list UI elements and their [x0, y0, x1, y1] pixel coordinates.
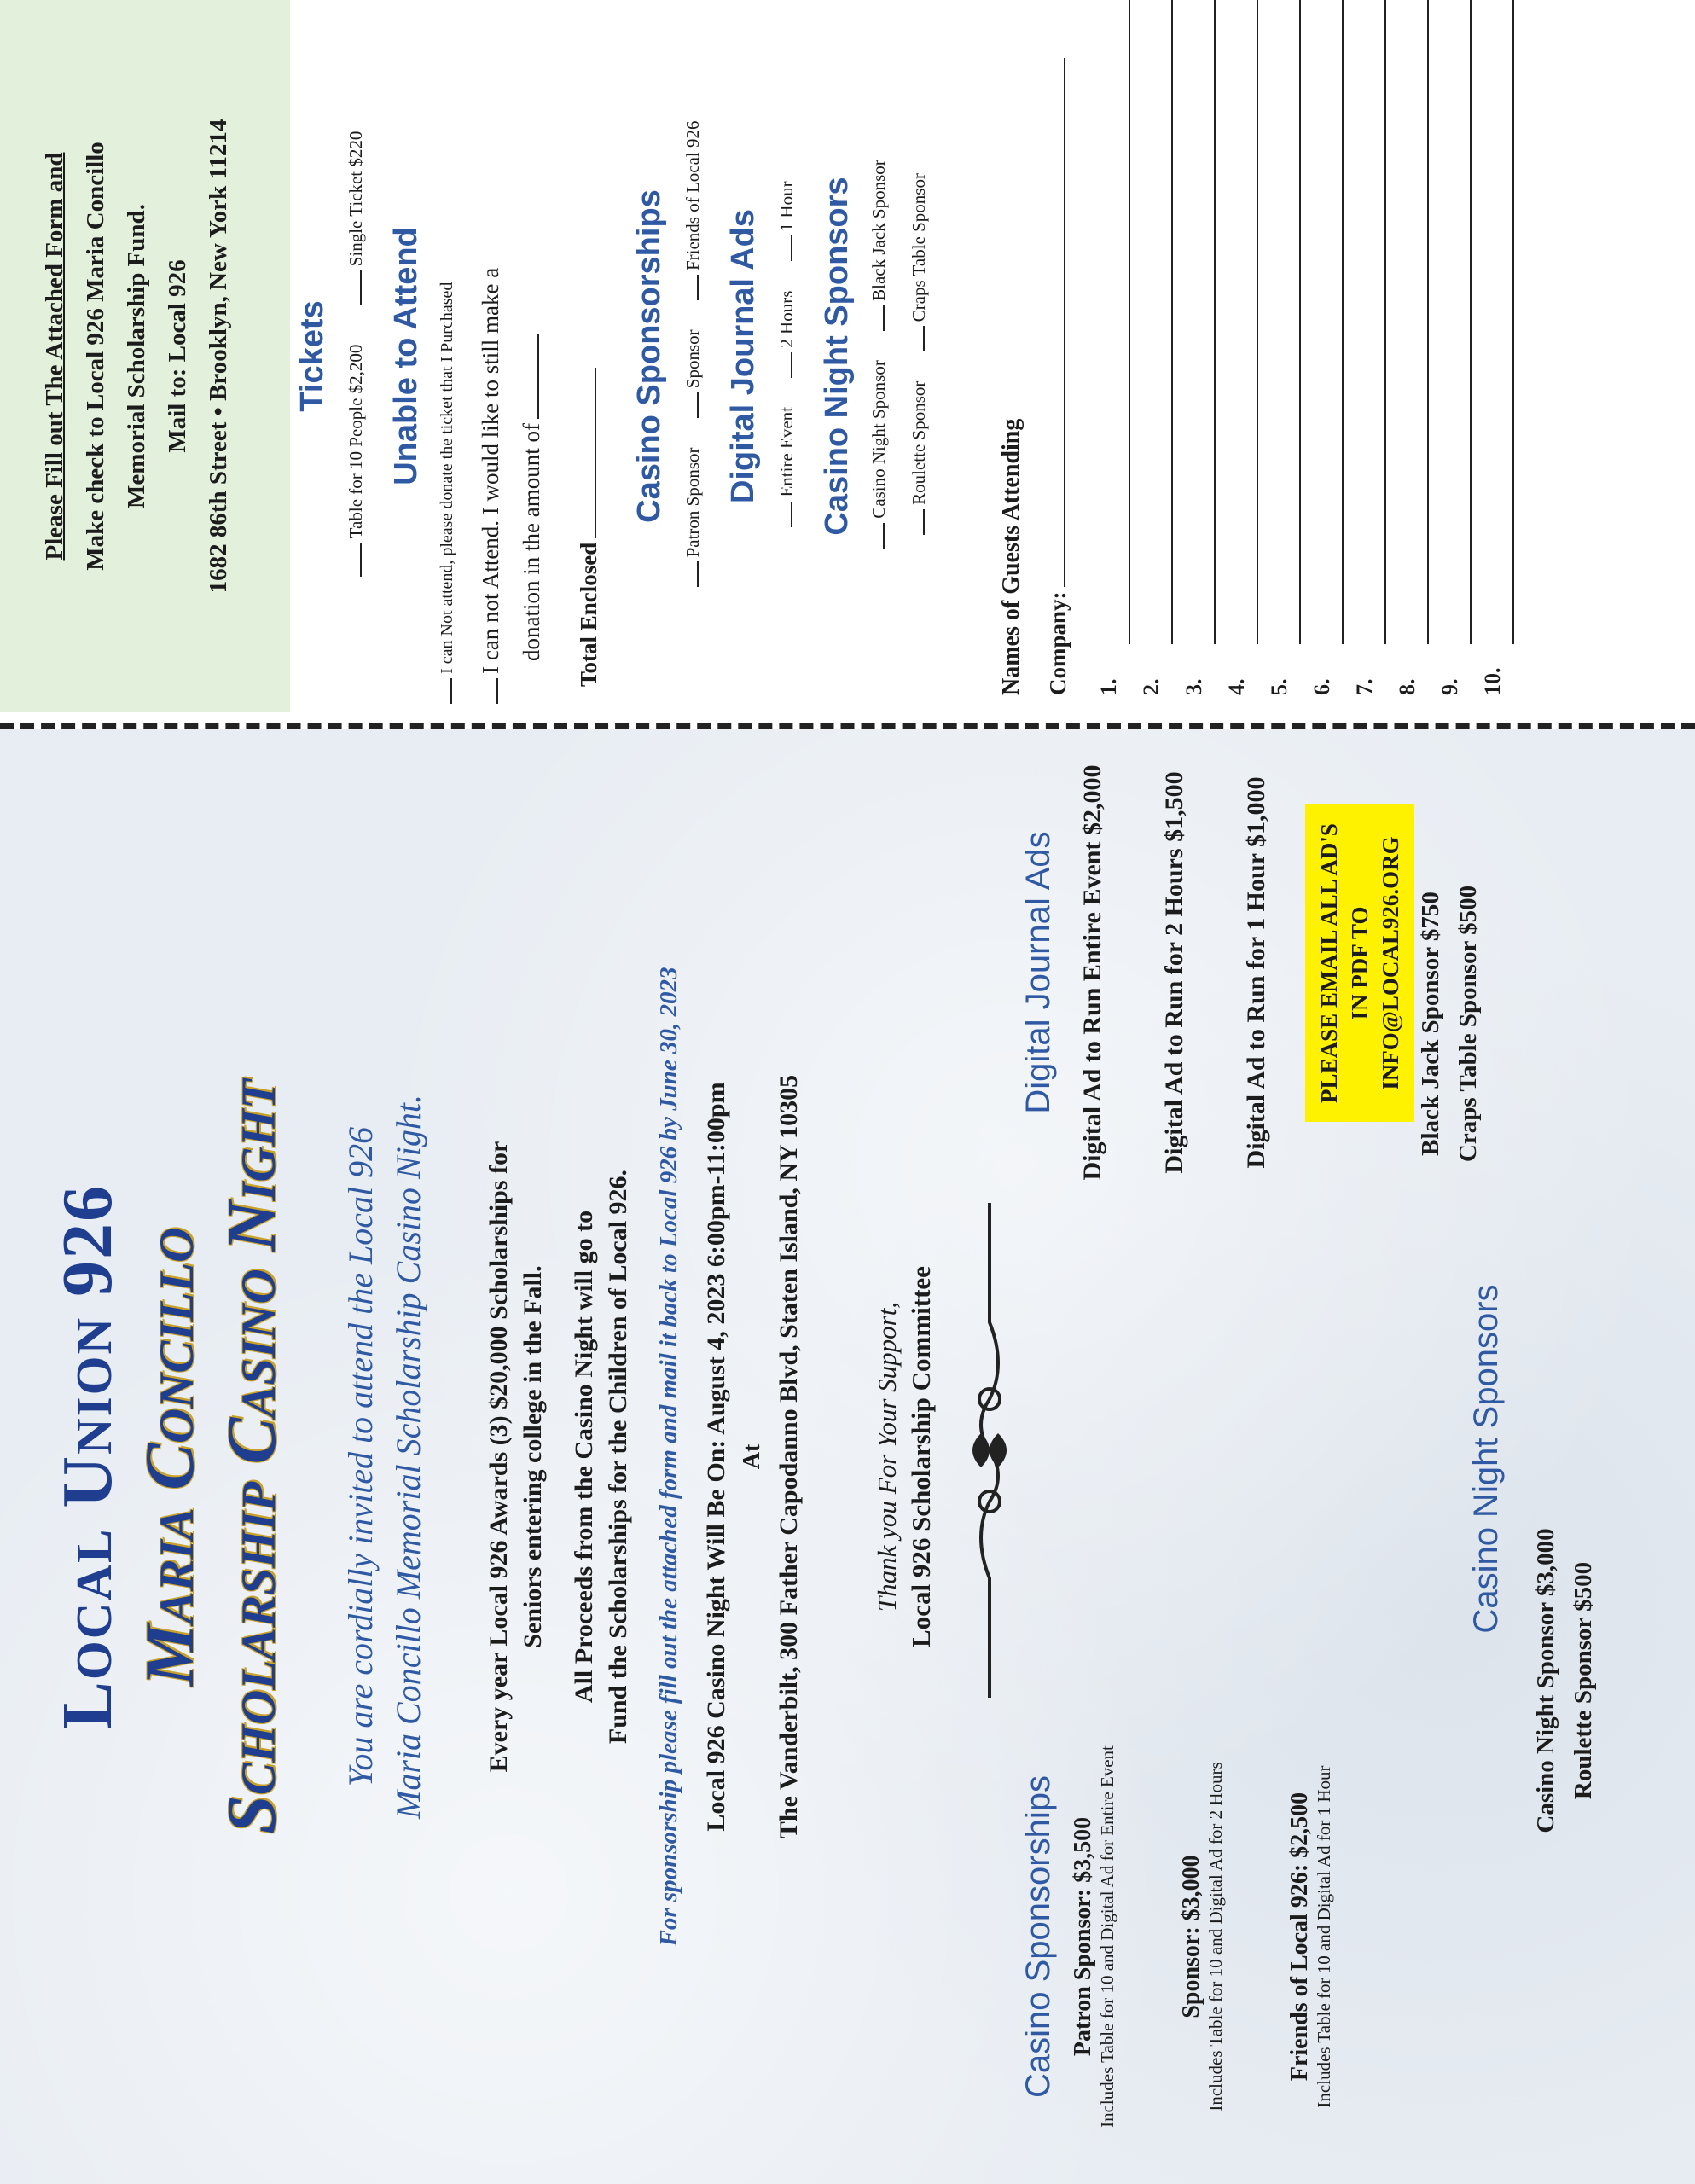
- title-line-1: Maria Concillo: [131, 1227, 208, 1687]
- form-casino-night: [819, 0, 856, 712]
- company-label: Company:: [1045, 591, 1071, 695]
- single-option-label: Single Ticket $220: [345, 131, 366, 267]
- form-casino-night-heading: Casino Night Sponsors: [819, 177, 855, 536]
- form-casino-night-row-1: [868, 4, 890, 704]
- invitation-line-2: Maria Concillo Memorial Scholarship Casino Night.: [389, 1095, 427, 1819]
- friends-note: Includes Table for 10 and Digital Ad for 1 Hour: [1314, 1765, 1334, 2108]
- guest-number: 2.: [1139, 678, 1164, 695]
- guest-number: 4.: [1224, 678, 1249, 695]
- union-title-block: [47, 729, 293, 2184]
- guest-row-10[interactable]: [1480, 0, 1521, 695]
- craps-checkbox-line[interactable]: [909, 326, 925, 351]
- form-casino-sponsorships-heading: Casino Sponsorships: [631, 189, 667, 523]
- donation-row: [478, 4, 504, 704]
- table-checkbox-line[interactable]: [346, 543, 362, 577]
- roulette-option-label: Roulette Sponsor: [908, 380, 929, 505]
- title-line-2: Scholarship Casino Night: [212, 1079, 290, 1834]
- donation-line-2: donation in the amount of: [519, 423, 544, 661]
- guest-number: 7.: [1352, 678, 1377, 695]
- order-form-panel: [0, 0, 1695, 712]
- guest-name-line[interactable]: [1384, 0, 1386, 644]
- guest-name-line[interactable]: [1427, 0, 1429, 644]
- donation-amount-row: [519, 4, 545, 661]
- casino-night-sponsors-left: [1527, 1502, 1602, 1860]
- total-enclosed-field[interactable]: [581, 368, 596, 538]
- guest-row-8[interactable]: [1395, 0, 1436, 695]
- guest-number: 6.: [1309, 678, 1334, 695]
- event-venue: The Vanderbilt, 300 Father Capodanno Blvd, Staten Island, NY 10305: [775, 1074, 803, 1839]
- form-digital-ads: [725, 0, 762, 712]
- guest-row-5[interactable]: [1267, 0, 1308, 695]
- guest-row-6[interactable]: [1309, 0, 1350, 695]
- single-checkbox-line[interactable]: [346, 270, 362, 305]
- email-notice-line-2: INFO@LOCAL926.ORG: [1378, 836, 1403, 1090]
- instruction-line-2: Make check to Local 926 Maria Concillo: [82, 142, 109, 571]
- guest-name-line[interactable]: [1257, 0, 1258, 644]
- instruction-line-3: Memorial Scholarship Fund.: [123, 204, 150, 508]
- company-row: [1045, 4, 1071, 695]
- patron-checkbox-line[interactable]: [683, 562, 699, 588]
- mail-instructions: [34, 0, 239, 712]
- guest-number: 8.: [1395, 678, 1419, 695]
- guest-row-2[interactable]: [1139, 0, 1180, 695]
- two-hours-option-label: 2 Hours: [776, 290, 797, 348]
- awards-line-2: Seniors entering college in the Fall.: [519, 1265, 547, 1648]
- thanks-line-1: Thank you For Your Support,: [872, 1301, 902, 1612]
- guest-row-7[interactable]: [1352, 0, 1393, 695]
- guest-number: 1.: [1096, 678, 1121, 695]
- black-jack-sponsor-price: Black Jack Sponsor $750: [1417, 892, 1444, 1156]
- flourish-divider-icon: [964, 1194, 1015, 1706]
- guest-number: 9.: [1437, 678, 1462, 695]
- form-casino-sponsorship-options: [682, 4, 704, 704]
- total-enclosed-label: Total Enclosed: [576, 542, 601, 687]
- roulette-checkbox-line[interactable]: [909, 509, 925, 535]
- unable-heading: Unable to Attend: [388, 227, 424, 485]
- guest-name-line[interactable]: [1171, 0, 1173, 644]
- tickets-section: [294, 0, 331, 712]
- sponsor-checkbox-line[interactable]: [683, 392, 699, 418]
- total-enclosed-row: [576, 4, 602, 687]
- casino-night-sponsors-section: [1467, 1220, 1506, 1698]
- entire-event-option-label: Entire Event: [776, 406, 797, 497]
- guest-list: [1096, 4, 1676, 695]
- friends-checkbox-line[interactable]: [683, 275, 699, 300]
- guest-name-line[interactable]: [1470, 0, 1472, 644]
- email-ads-notice: [1305, 804, 1414, 1122]
- digital-ad-2-hours: Digital Ad to Run for 2 Hours $1,500: [1160, 771, 1188, 1174]
- roulette-sponsor-price: Roulette Sponsor $500: [1570, 1561, 1597, 1800]
- black-jack-option-label: Black Jack Sponsor: [868, 160, 889, 301]
- guest-row-3[interactable]: [1181, 0, 1222, 695]
- digital-journal-ads-section: [1019, 742, 1271, 1203]
- proceeds-line-1: All Proceeds from the Casino Night will go to: [570, 1210, 598, 1704]
- form-casino-sponsorships: [631, 0, 668, 712]
- guest-name-line[interactable]: [1299, 0, 1301, 644]
- casino-night-option-label: Casino Night Sponsor: [868, 360, 889, 519]
- mail-instructions-box: [0, 0, 290, 712]
- event-date: Local 926 Casino Night Will Be On: August 4, 2023 6:00pm-11:00pm: [702, 1082, 730, 1832]
- digital-journal-ads-heading: Digital Journal Ads: [1019, 831, 1057, 1114]
- patron-option-label: Patron Sponsor: [682, 447, 703, 558]
- thanks-block: [870, 729, 938, 2184]
- invitation-text: [337, 729, 432, 2184]
- company-field[interactable]: [1050, 58, 1065, 587]
- black-jack-checkbox-line[interactable]: [869, 305, 885, 331]
- guest-row-1[interactable]: [1096, 0, 1137, 695]
- form-digital-ad-options: [776, 4, 798, 704]
- tickets-options: [345, 4, 367, 704]
- guest-row-4[interactable]: [1224, 0, 1265, 695]
- donation-amount-field[interactable]: [524, 334, 539, 419]
- guests-heading: Names of Guests Attending: [998, 418, 1025, 695]
- sponsor-title: Sponsor: $3,000: [1178, 1855, 1204, 2018]
- proceeds-text: [567, 729, 636, 2184]
- proceeds-line-2: Fund the Scholarships for the Children of Local 926.: [604, 1169, 632, 1745]
- invitation-panel: [0, 729, 1695, 2184]
- donate-ticket-label: I can Not attend, please donate the ticket that I Purchased: [438, 282, 456, 674]
- invitation-line-1: You are cordially invited to attend the Local 926: [341, 1126, 380, 1787]
- event-at: At: [739, 1443, 765, 1470]
- mail-to: Mail to: Local 926: [164, 259, 191, 453]
- guest-number: 3.: [1181, 678, 1206, 695]
- donation-line-1: I can not Attend. I would like to still make a: [478, 267, 503, 674]
- guests-section: [998, 4, 1025, 695]
- craps-table-sponsor-price: Craps Table Sponsor $500: [1454, 885, 1482, 1163]
- form-casino-night-row-2: [908, 4, 930, 704]
- entire-event-checkbox-line[interactable]: [777, 502, 792, 527]
- casino-night-sponsors-heading: Casino Night Sponsors: [1467, 1284, 1505, 1634]
- email-notice-line-1: PLEASE EMAIL ALL AD'S IN PDF TO: [1316, 823, 1373, 1103]
- donate-ticket-checkbox-line[interactable]: [437, 678, 452, 704]
- guest-name-line[interactable]: [1214, 0, 1216, 644]
- sponsor-note: Includes Table for 10 and Digital Ad for 2 Hours: [1205, 1762, 1226, 2111]
- casino-night-sponsors-right: [1412, 845, 1487, 1203]
- digital-ad-entire-event: Digital Ad to Run Entire Event $2,000: [1078, 764, 1106, 1181]
- tickets-heading: Tickets: [294, 300, 330, 412]
- friends-option-label: Friends of Local 926: [682, 120, 703, 271]
- one-hour-option-label: 1 Hour: [776, 181, 797, 232]
- mail-address: 1682 86th Street • Brooklyn, New York 11214: [205, 119, 232, 594]
- casino-sponsorships-section: [1019, 1706, 1335, 2167]
- awards-text: [482, 729, 550, 2184]
- guest-name-line[interactable]: [1512, 0, 1514, 644]
- donate-ticket-row: [437, 4, 457, 704]
- casino-sponsorships-heading: Casino Sponsorships: [1019, 1775, 1057, 2098]
- friends-title: Friends of Local 926: $2,500: [1286, 1792, 1313, 2082]
- patron-sponsor-note: Includes Table for 10 and Digital Ad for Entire Event: [1097, 1745, 1117, 2128]
- casino-night-sponsor-price: Casino Night Sponsor $3,000: [1532, 1528, 1559, 1833]
- guest-row-9[interactable]: [1437, 0, 1478, 695]
- patron-sponsor-title: Patron Sponsor: $3,500: [1070, 1816, 1096, 2057]
- unable-section: [388, 0, 425, 712]
- guest-number: 5.: [1267, 678, 1292, 695]
- guest-name-line[interactable]: [1129, 0, 1130, 644]
- sponsorship-note: For sponsorship please fill out the attached form and mail it back to Local 926 by June 30, 2023: [655, 967, 682, 1947]
- craps-option-label: Craps Table Sponsor: [908, 173, 929, 322]
- guest-number: 10.: [1480, 667, 1505, 695]
- casino-night-checkbox-line[interactable]: [869, 523, 885, 549]
- instruction-line-1: Please Fill out The Attached Form and: [41, 152, 68, 561]
- digital-ad-1-hour: Digital Ad to Run for 1 Hour $1,000: [1242, 776, 1270, 1169]
- form-digital-ads-heading: Digital Journal Ads: [725, 209, 761, 503]
- one-hour-checkbox-line[interactable]: [777, 235, 792, 261]
- two-hours-checkbox-line[interactable]: [777, 352, 792, 378]
- awards-line-1: Every year Local 926 Awards (3) $20,000 Scholarships for: [485, 1141, 513, 1773]
- table-option-label: Table for 10 People $2,200: [345, 344, 366, 539]
- guest-name-line[interactable]: [1342, 0, 1344, 644]
- thanks-line-2: Local 926 Scholarship Committee: [906, 1266, 936, 1647]
- donation-checkbox-line[interactable]: [483, 678, 498, 704]
- perforation-line: [0, 723, 1695, 729]
- sponsor-option-label: Sponsor: [682, 329, 703, 389]
- union-name: Local Union 926: [48, 1183, 127, 1730]
